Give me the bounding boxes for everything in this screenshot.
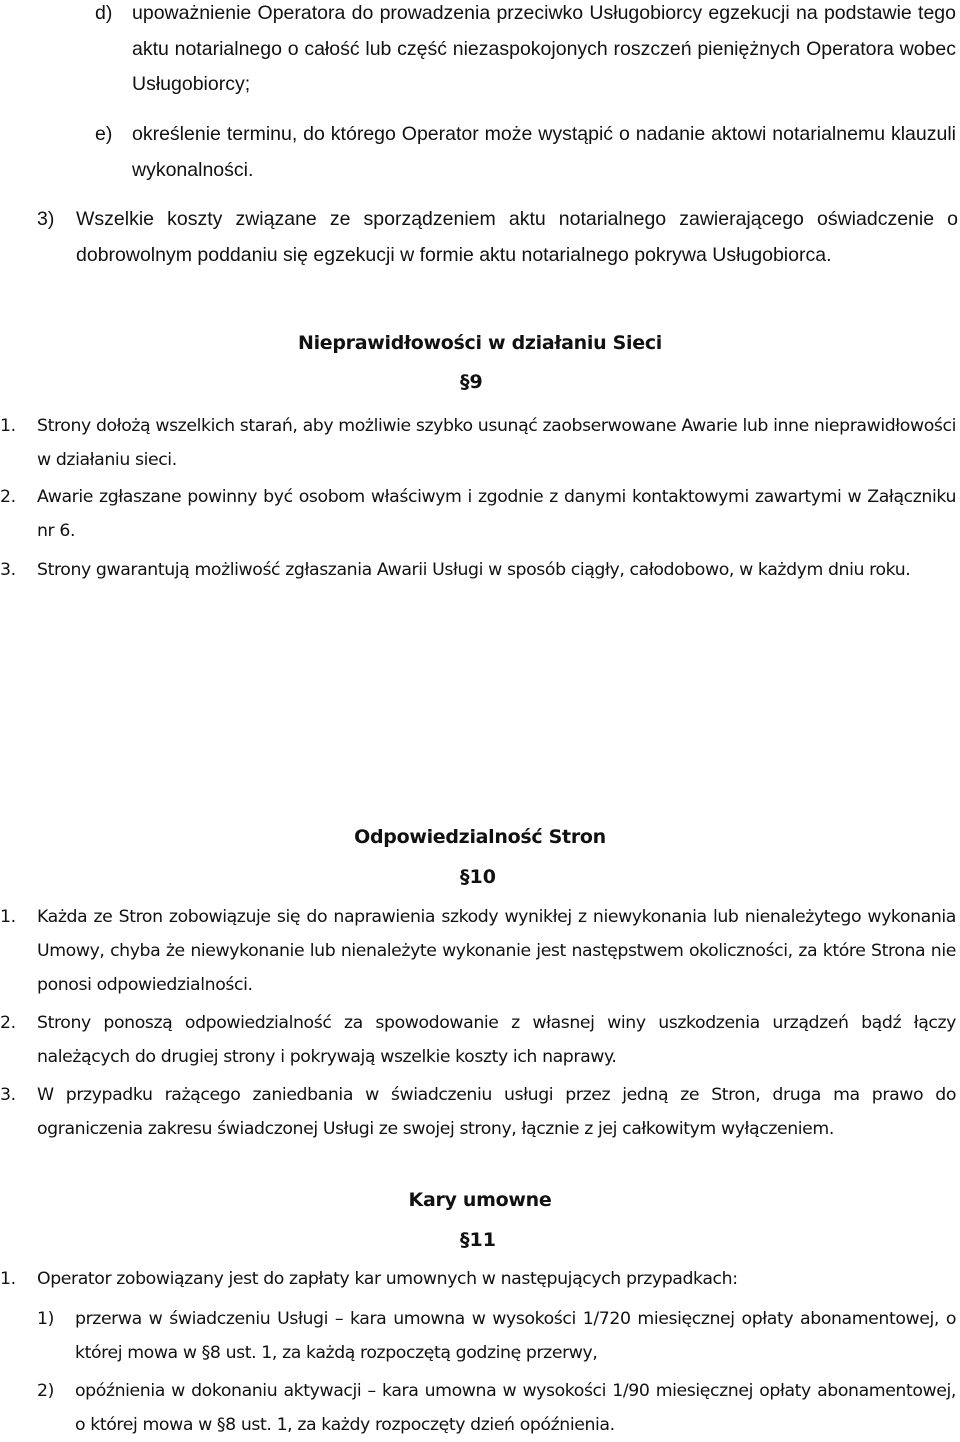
paragraph-number: §9	[460, 371, 483, 393]
list-label: 2.	[0, 1013, 16, 1033]
list-item-text: Każda ze Stron zobowiązuje się do naprawienia szkody wynikłej z niewykonania lub nienależytego wykonania Umowy, chyba że niewykonanie lub nienależyte wykonanie jest następstwem okoliczności, za które Strona nie ponosi odpowiedzialności.	[37, 907, 956, 995]
list-label: 2)	[37, 1381, 54, 1401]
list-item-text: Operator zobowiązany jest do zapłaty kar umownych w następujących przypadkach:	[37, 1269, 738, 1289]
list-item-text: Strony dołożą wszelkich starań, aby możliwie szybko usunąć zaobserwowane Awarie lub inne nieprawidłowości w działaniu sieci.	[37, 416, 956, 470]
list-item-3	[37, 202, 958, 273]
section-heading: Odpowiedzialność Stron	[354, 826, 606, 848]
list-label: d)	[95, 2, 113, 24]
section9-item-1	[0, 409, 956, 477]
list-item-e	[95, 117, 956, 188]
paragraph-number: §10	[460, 866, 496, 888]
list-item-text: Strony ponoszą odpowiedzialność za spowodowanie z własnej winy uszkodzenia urządzeń bądź łączy należących do drugiej strony i pokrywają wszelkie koszty ich naprawy.	[37, 1013, 956, 1067]
section10-item-3	[0, 1078, 956, 1146]
list-item-text: upoważnienie Operatora do prowadzenia przeciwko Usługobiorcy egzekucji na podstawie tego aktu notarialnego o całość lub część niezaspokojonych roszczeń pieniężnych Operatora wobec Usługobiorcy;	[132, 2, 956, 95]
section11-subitem-1	[37, 1302, 956, 1370]
list-item-d	[95, 0, 956, 103]
list-item-text: Wszelkie koszty związane ze sporządzeniem aktu notarialnego zawierającego oświadczenie o dobrowolnym poddaniu się egzekucji w formie aktu notarialnego pokrywa Usługobiorca.	[76, 208, 958, 266]
list-label: e)	[95, 123, 113, 145]
section9-item-3	[0, 553, 956, 587]
section10-item-1	[0, 900, 956, 1002]
list-item-text: określenie terminu, do którego Operator może wystąpić o nadanie aktowi notarialnemu klauzuli wykonalności.	[132, 123, 956, 181]
list-label: 3.	[0, 560, 16, 580]
list-item-text: Awarie zgłaszane powinny być osobom właściwym i zgodnie z danymi kontaktowymi zawartymi w Załączniku nr 6.	[37, 487, 956, 541]
list-item-text: Strony gwarantują możliwość zgłaszania Awarii Usługi w sposób ciągły, całodobowo, w każdym dniu roku.	[37, 560, 911, 580]
section11-item-1	[0, 1262, 956, 1296]
section10-item-2	[0, 1006, 956, 1074]
list-label: 3)	[37, 208, 55, 230]
list-label: 1.	[0, 907, 16, 927]
list-label: 1)	[37, 1309, 54, 1329]
list-label: 1.	[0, 416, 16, 436]
list-label: 1.	[0, 1269, 16, 1289]
paragraph-number: §11	[460, 1229, 496, 1251]
section9-item-2	[0, 480, 956, 548]
section11-subitem-2	[37, 1374, 956, 1442]
section-heading: Kary umowne	[408, 1189, 552, 1211]
list-label: 2.	[0, 487, 16, 507]
list-item-text: W przypadku rażącego zaniedbania w świadczeniu usługi przez jedną ze Stron, druga ma prawo do ograniczenia zakresu świadczonej Usługi ze swojej strony, łącznie z jej całkowitym wyłączeniem.	[37, 1085, 956, 1139]
section-heading: Nieprawidłowości w działaniu Sieci	[297, 332, 663, 354]
list-label: 3.	[0, 1085, 16, 1105]
list-item-text: przerwa w świadczeniu Usługi – kara umowna w wysokości 1/720 miesięcznej opłaty abonamentowej, o której mowa w §8 ust. 1, za każdą rozpoczętą godzinę przerwy,	[75, 1309, 956, 1363]
list-item-text: opóźnienia w dokonaniu aktywacji – kara umowna w wysokości 1/90 miesięcznej opłaty abonamentowej, o której mowa w §8 ust. 1, za każdy rozpoczęty dzień opóźnienia.	[75, 1381, 956, 1435]
